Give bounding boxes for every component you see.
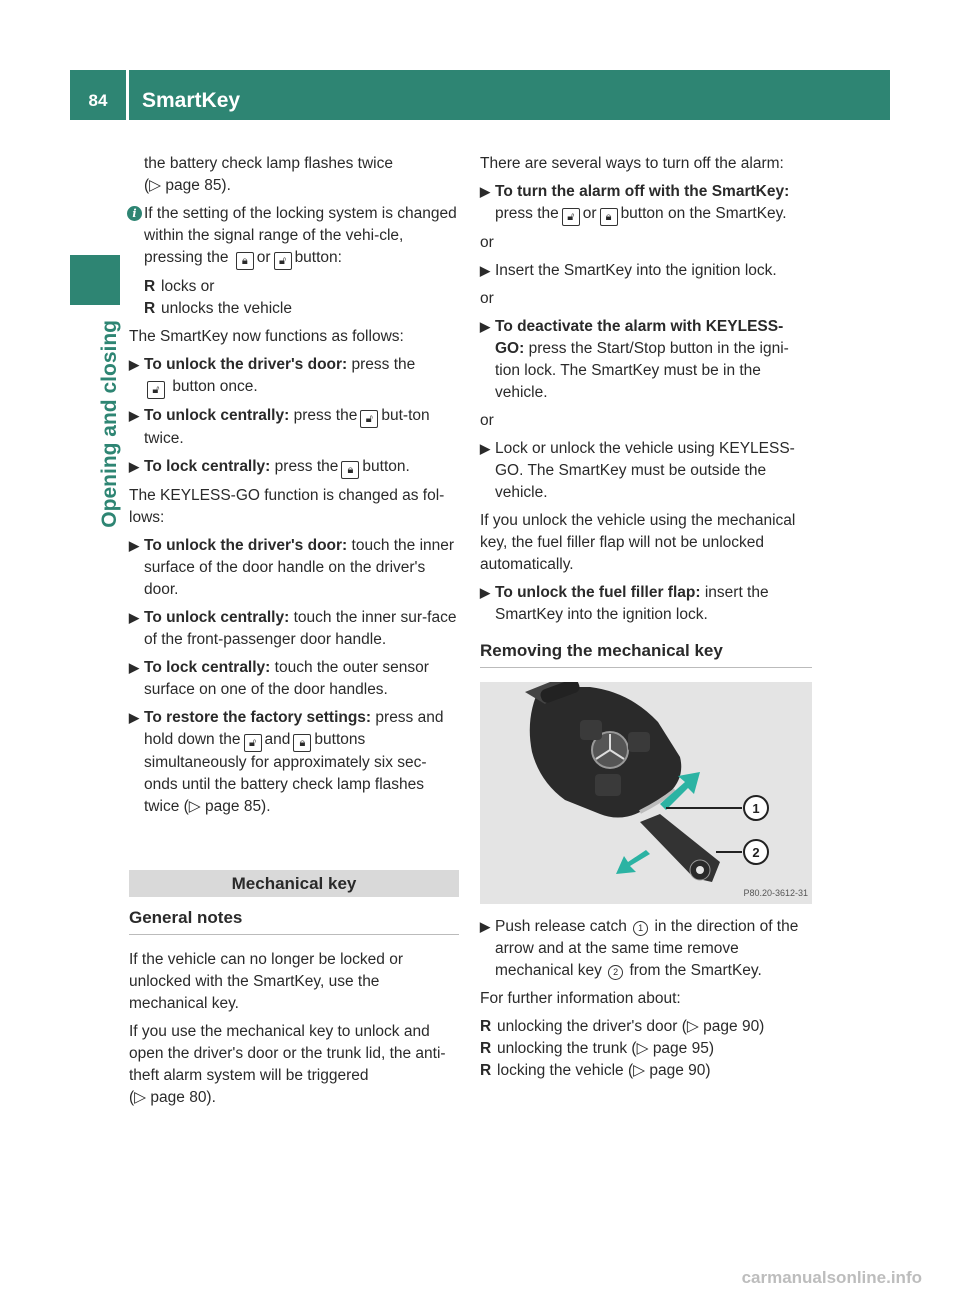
unlock-button-icon: 🔓︎ [147,381,165,399]
step: ▶ To unlock centrally: touch the inner sur-face of the front-passenger door handle. [129,609,457,648]
page-header [70,70,890,120]
list-item: R unlocking the trunk (▷ page 95) [480,1040,715,1057]
step-arrow-icon: ▶ [480,263,490,278]
list-item: R locking the vehicle (▷ page 90) [480,1062,711,1079]
callout-2-label: 2 [752,845,760,860]
step: ▶ To lock centrally: touch the outer sensor surface on one of the door handles. [129,659,429,698]
step-arrow-icon: ▶ [480,441,490,456]
smartkey-figure [480,682,812,904]
unlock-button-icon: 🔓︎ [244,734,262,752]
page-ref-icon: ▷ [149,177,162,194]
paragraph: There are several ways to turn off the alarm: [480,155,784,172]
lock-button-icon: 🔒︎ [600,208,618,226]
step: ▶ To restore the factory settings: press and hold down the 🔓︎ and 🔒︎ buttons simultaneously for approximately six sec-onds until the battery check lamp flashes twice (▷ page 85). [129,709,444,815]
right-column [480,153,812,1082]
callout-1-label: 1 [752,801,760,816]
subheading: Removing the mechanical key [480,640,812,668]
unlock-button-icon: 🔓︎ [360,410,378,428]
lock-button-icon: 🔒︎ [236,252,254,270]
left-column [129,153,459,1115]
lock-button-icon: 🔒︎ [341,461,359,479]
or-text: or [480,412,494,429]
watermark-footer: carmanualsonline.info [741,1268,922,1287]
step-arrow-icon: ▶ [129,660,139,675]
or-text: or [480,290,494,307]
chapter-tab [70,255,120,305]
paragraph: If you use the mechanical key to unlock and open the driver's door or the trunk lid, the anti-theft alarm system will be triggered (▷ page 80). [129,1023,446,1106]
step-arrow-icon: ▶ [129,710,139,725]
step-arrow-icon: ▶ [480,319,490,334]
list-item: R unlocking the driver's door (▷ page 90) [480,1018,765,1035]
callout-2-ref: 2 [608,965,623,980]
page-ref-icon: ▷ [636,1040,649,1057]
paragraph: If you unlock the vehicle using the mechanical key, the fuel filler flap will not be unlocked automatically. [480,512,796,573]
step-arrow-icon: ▶ [480,585,490,600]
unlock-button-icon: 🔓︎ [274,252,292,270]
page-ref-icon: ▷ [188,798,201,815]
header-divider [126,70,129,120]
paragraph: the battery check lamp flashes twice (▷ page 85). [144,155,393,194]
page-ref-icon: ▷ [633,1062,646,1079]
subheading: General notes [129,907,459,935]
step: ▶ To unlock the driver's door: touch the inner surface of the door handle on the driver's door. [129,537,455,598]
page-title: SmartKey [142,89,241,112]
step-arrow-icon: ▶ [480,919,490,934]
info-note: i If the setting of the locking system is changed within the signal range of the vehi-cle, pressing the 🔒︎ or 🔓︎ button: [129,203,459,270]
step: ▶ Lock or unlock the vehicle using KEYLESS-GO. The SmartKey must be outside the vehicle. [480,440,795,501]
unlock-button-icon: 🔓︎ [562,208,580,226]
step: ▶ Push release catch 1 in the direction of the arrow and at the same time remove mechanical key 2 from the SmartKey. [480,918,799,979]
paragraph: For further information about: [480,990,681,1007]
page-number: 84 [88,91,108,110]
list-item: R locks or [144,278,215,295]
step-arrow-icon: ▶ [129,538,139,553]
smartkey-illustration [480,682,812,904]
or-text: or [480,234,494,251]
chapter-label: Opening and closing [98,320,121,528]
list-item: R unlocks the vehicle [144,300,292,317]
step: ▶ To unlock the fuel filler flap: insert the SmartKey into the ignition lock. [480,584,769,623]
figure-code: P80.20-3612-31 [743,888,808,898]
step: ▶ To deactivate the alarm with KEYLESS-GO: press the Start/Stop button in the igni-tion lock. The SmartKey must be in the vehicle. [480,318,789,401]
paragraph: The KEYLESS-GO function is changed as fol-lows: [129,487,445,526]
page-ref-icon: ▷ [134,1089,147,1106]
step: ▶ To turn the alarm off with the SmartKey: press the 🔓︎ or 🔒︎ button on the SmartKey. [480,181,812,226]
lock-button-icon: 🔒︎ [293,734,311,752]
callout-1-ref: 1 [633,921,648,936]
step: ▶ Insert the SmartKey into the ignition lock. [480,260,812,282]
step-arrow-icon: ▶ [480,184,490,199]
step: ▶ To unlock the driver's door: press the 🔓︎ button once. [129,354,459,399]
step: ▶ To unlock centrally: press the 🔓︎ but-ton twice. [129,407,430,447]
step-arrow-icon: ▶ [129,610,139,625]
paragraph: If the vehicle can no longer be locked or unlocked with the SmartKey, use the mechanical key. [129,951,404,1012]
info-icon: i [127,206,142,221]
step-arrow-icon: ▶ [129,408,139,423]
step-arrow-icon: ▶ [129,459,139,474]
paragraph: The SmartKey now functions as follows: [129,328,404,345]
step: ▶ To lock centrally: press the 🔒︎ button. [129,456,459,479]
step-arrow-icon: ▶ [129,357,139,372]
section-title: Mechanical key [129,870,459,897]
page-ref-icon: ▷ [686,1018,699,1035]
